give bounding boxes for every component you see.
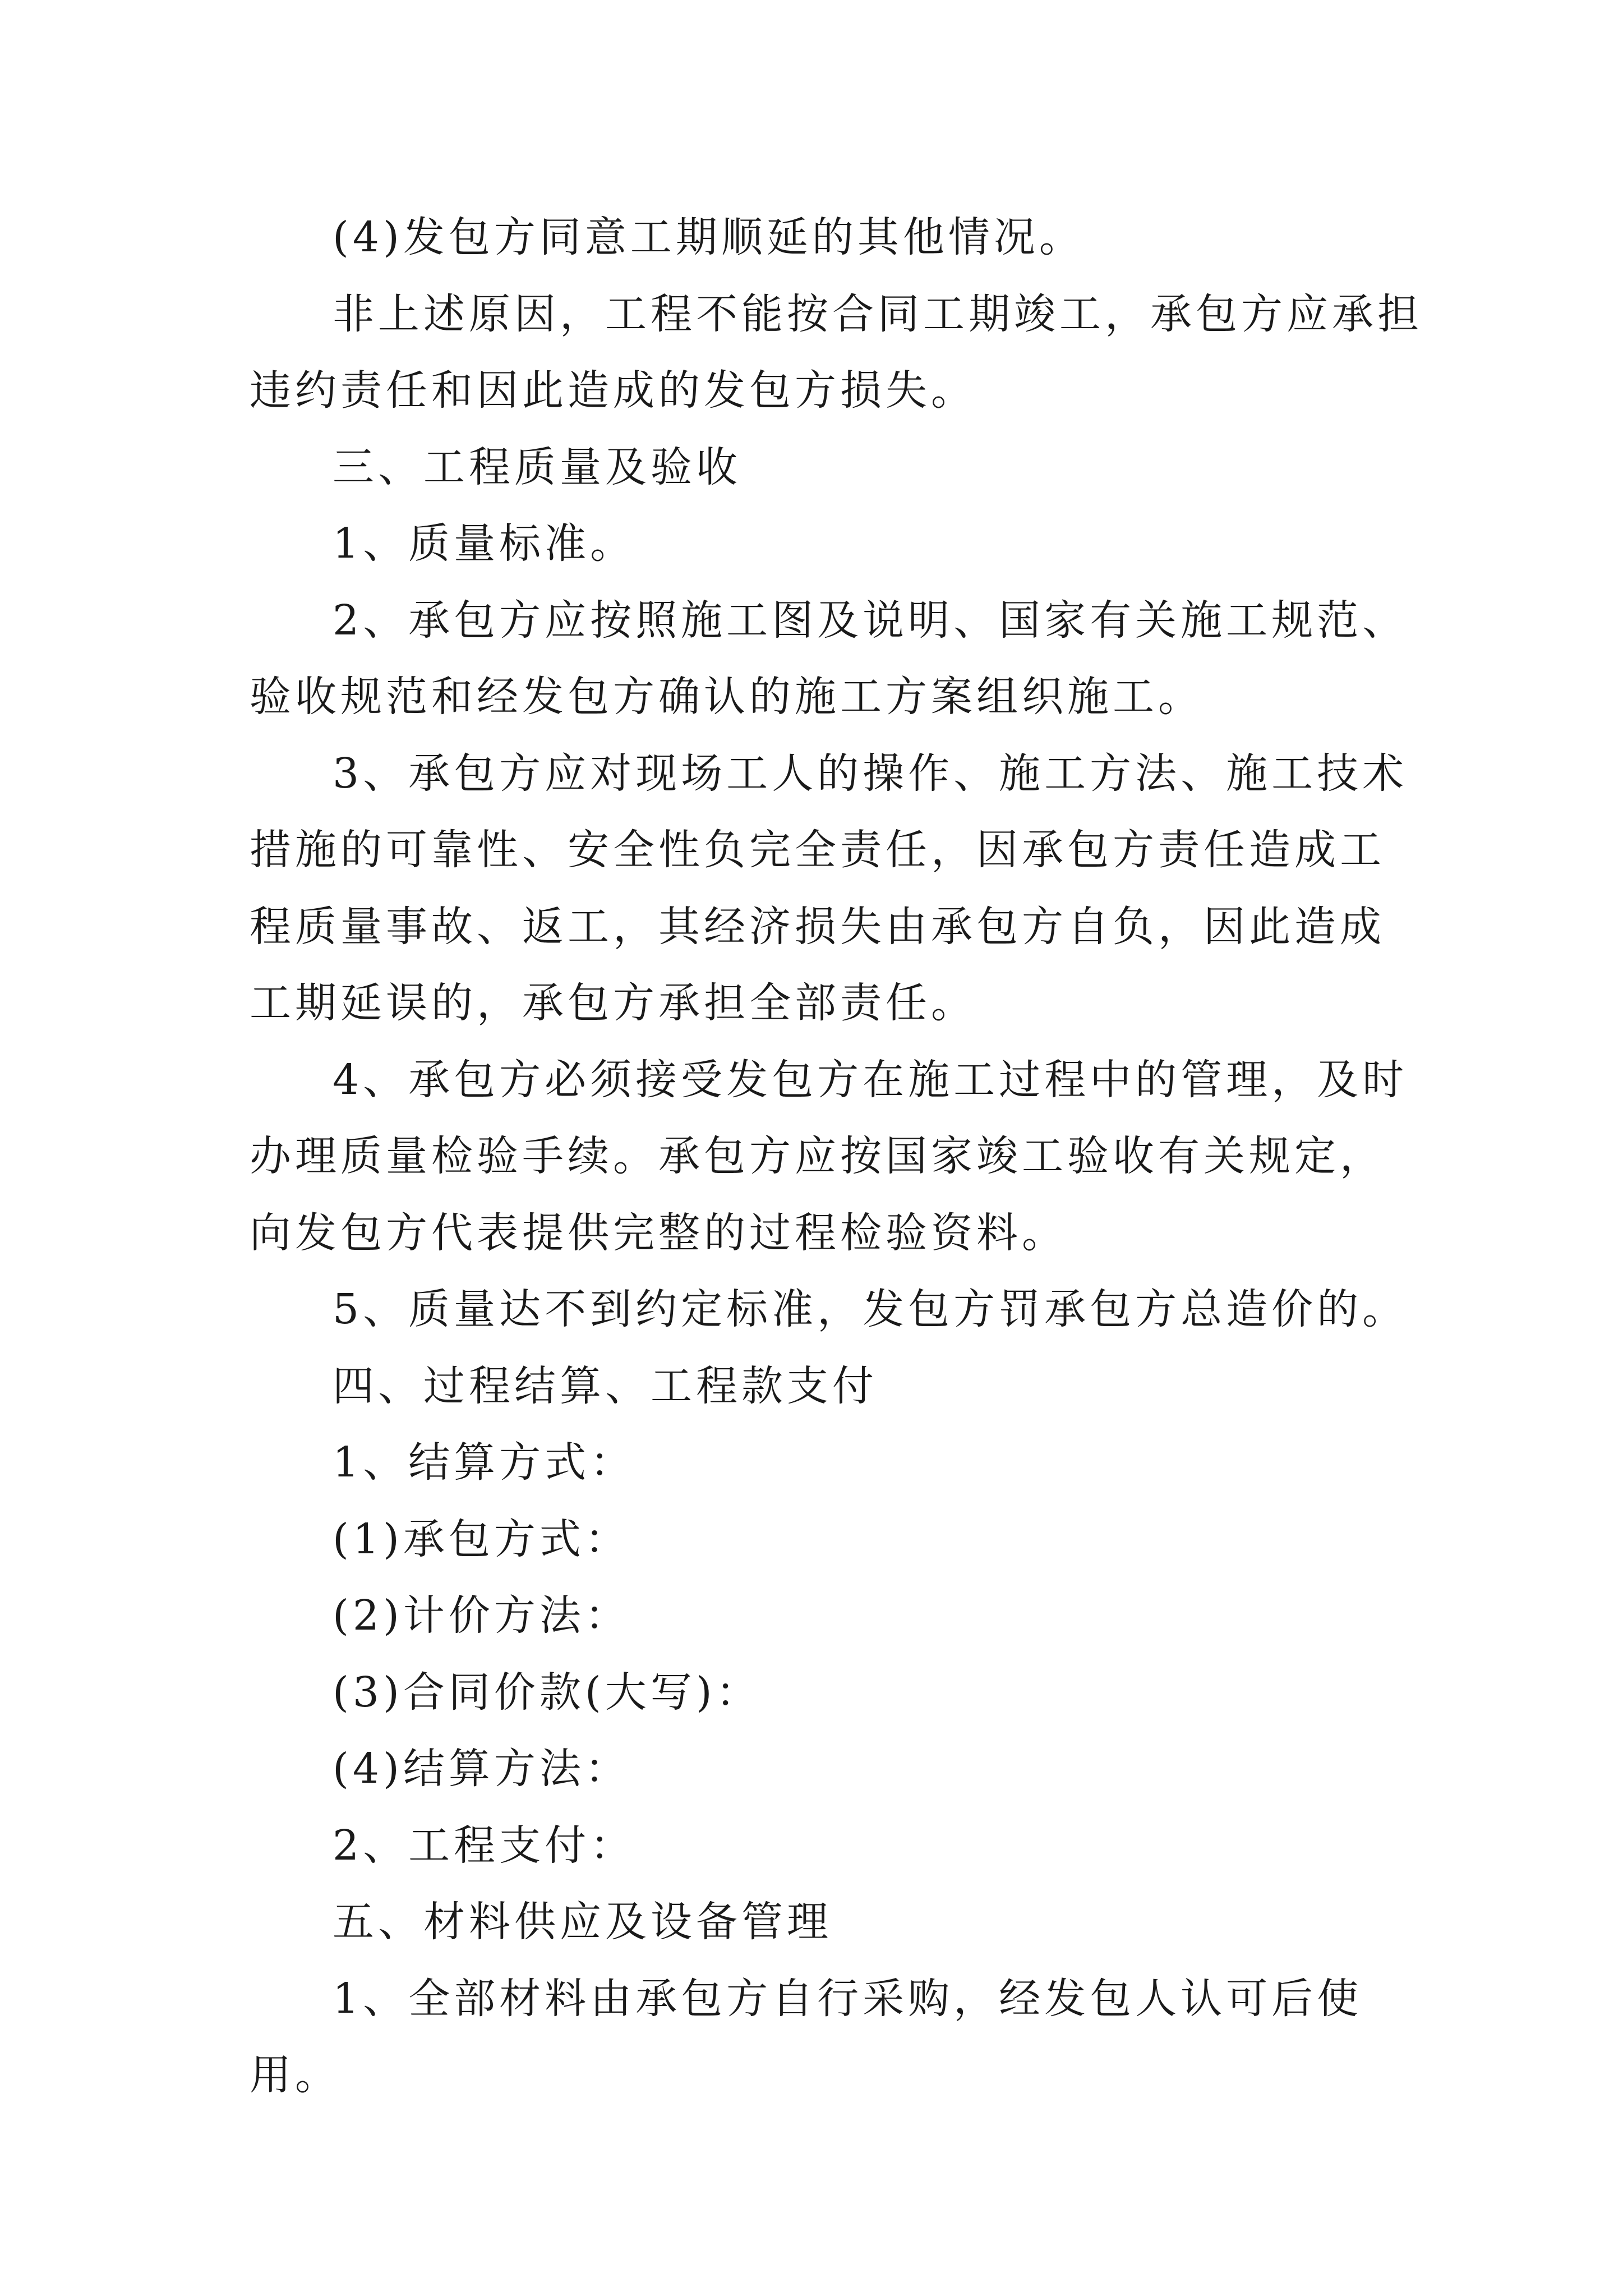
paragraph-settlement-method: (4)结算方法：	[333, 1745, 630, 1793]
paragraph-quality-standard: 1、质量标准。	[333, 519, 636, 568]
paragraph-management-inspection: 4、承包方必须接受发包方在施工过程中的管理，及时办理质量检验手续。承包方应按国家竣工验收有关规定，向发包方代表提供完整的过程检验资料。	[250, 1055, 1408, 1257]
paragraph-pricing-method: (2)计价方法：	[333, 1591, 630, 1640]
paragraph-contract-mode: (1)承包方式：	[333, 1515, 630, 1563]
paragraph-delay-liability: 非上述原因，工程不能按合同工期竣工，承包方应承担违约责任和因此造成的发包方损失。	[250, 289, 1423, 415]
section-heading-quality: 三、工程质量及验收	[333, 443, 741, 491]
paragraph-material-procurement: 1、全部材料由承包方自行采购，经发包人认可后使用。	[250, 1974, 1363, 2099]
section-heading-settlement: 四、过程结算、工程款支付	[333, 1361, 878, 1410]
paragraph-settlement-mode: 1、结算方式：	[333, 1438, 636, 1487]
paragraph-contract-price: (3)合同价款(大写)：	[333, 1668, 762, 1717]
document-body	[250, 199, 1427, 2114]
paragraph-quality-penalty: 5、质量达不到约定标准，发包方罚承包方总造价的。	[333, 1285, 1408, 1333]
paragraph-construction-spec: 2、承包方应按照施工图及说明、国家有关施工规范、验收规范和经发包方确认的施工方案组织施工。	[250, 596, 1408, 721]
section-heading-materials: 五、材料供应及设备管理	[333, 1898, 832, 1946]
paragraph-payment: 2、工程支付：	[333, 1821, 636, 1870]
paragraph-safety-responsibility: 3、承包方应对现场工人的操作、施工方法、施工技术措施的可靠性、安全性负完全责任，因承包方责任造成工程质量事故、返工，其经济损失由承包方自负，因此造成工期延误的，承包方承担全部责任。	[250, 749, 1408, 1027]
paragraph-extension-other: (4)发包方同意工期顺延的其他情况。	[333, 213, 1085, 261]
